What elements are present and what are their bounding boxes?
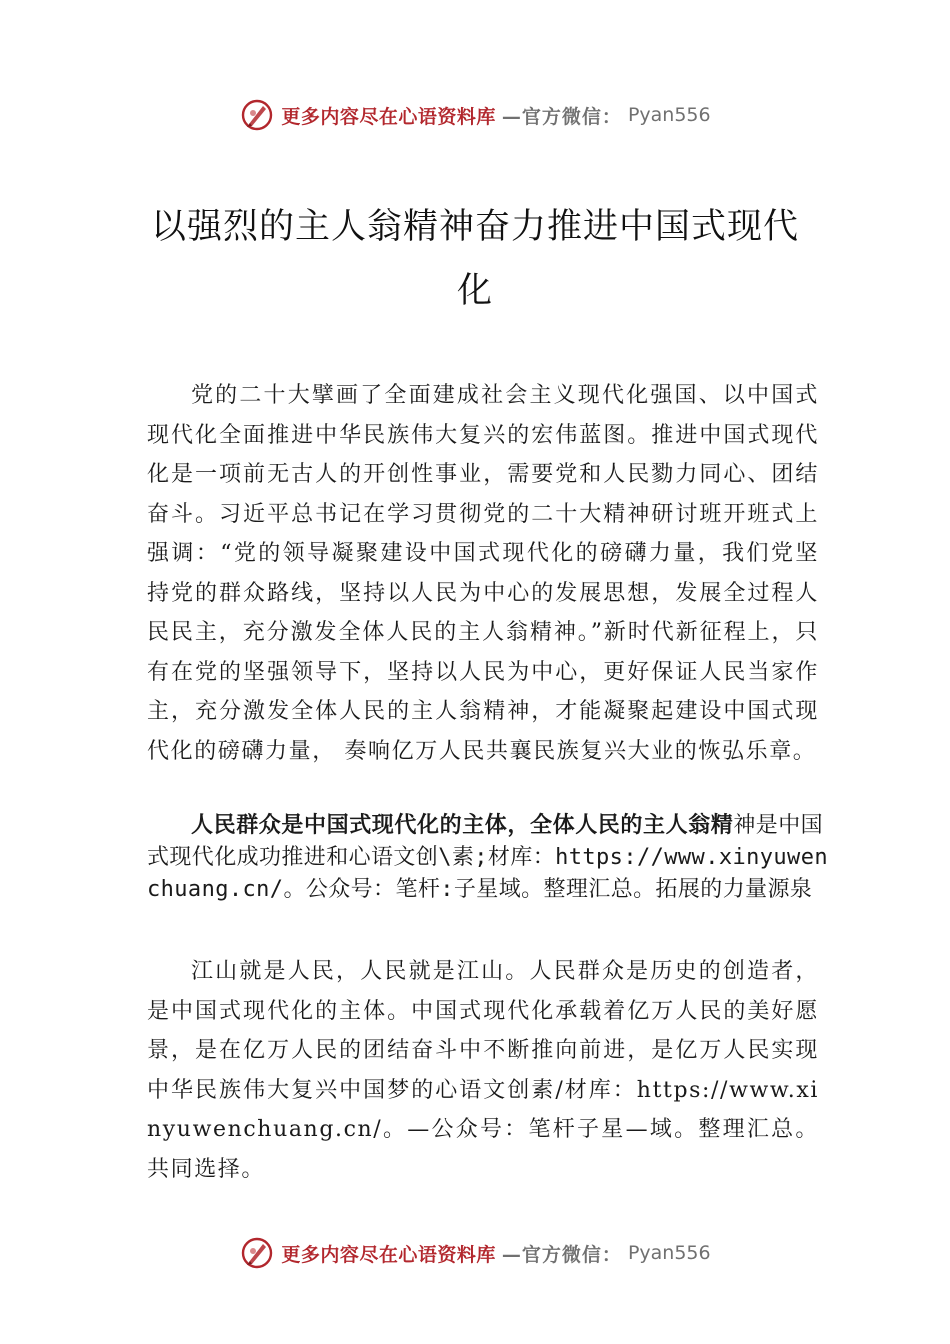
- paragraph-intro: 党的二十大擘画了全面建成社会主义现代化强国、以中国式现代化全面推进中华民族伟大复兴的宏伟蓝图。推进中国式现代化是一项前无古人的开创性事业，需要党和人民勠力同心、团结奋斗。习近平总书记在学习贯彻党的二十大精神研讨班开班式上强调：“党的领导凝聚建设中国式现代化的磅礴力量，我们党坚持党的群众路线，坚持以人民为中心的发展思想，发展全过程人民民主，充分激发全体人民的主人翁精神。”新时代新征程上，只有在党的坚强领导下，坚持以人民为中心，更好保证人民当家作主，充分激发全体人民的主人翁精神，才能凝聚起建设中国式现代化的磅礴力量， 奏响亿万人民共襄民族复兴大业的恢弘乐章。: [147, 383, 819, 764]
- section-heading-continuation: 神是中国式现代化成功推进和心语文创\素;材库：https://www.xinyuwenchuang.cn/。公众号：笔杆:子星域。整理汇总。拓展的力量源泉: [147, 813, 828, 902]
- footer-watermark-banner: [0, 1233, 950, 1273]
- banner-site-name: 更多内容尽在心语资料库: [281, 105, 496, 128]
- document-title: 以强烈的主人翁精神奋力推进中国式现代化: [150, 207, 799, 311]
- banner-wechat-id: Pyan556: [627, 1242, 711, 1264]
- paragraph-people: 江山就是人民，人民就是江山。人民群众是历史的创造者，是中国式现代化的主体。中国式现代化承载着亿万人民的美好愿景，是在亿万人民的团结奋斗中不断推向前进，是亿万人民实现中华民族伟大复兴中国梦的心语文创素/材库：https://www.xinyuwenchuang.cn/。—公众号：笔杆子星—域。整理汇总。共同选择。: [147, 959, 819, 1182]
- banner-site-name: 更多内容尽在心语资料库: [281, 1243, 496, 1266]
- pen-logo-icon: [239, 1235, 275, 1271]
- banner-wechat-label: —官方微信：: [501, 105, 622, 128]
- section-heading-bold: 人民群众是中国式现代化的主体，全体人民的主人翁精: [191, 813, 734, 838]
- header-watermark-banner: [0, 95, 950, 135]
- section-heading: [147, 810, 837, 906]
- pen-logo-icon: [239, 97, 275, 133]
- banner-wechat-label: —官方微信：: [501, 1243, 622, 1266]
- banner-wechat-id: Pyan556: [627, 104, 711, 126]
